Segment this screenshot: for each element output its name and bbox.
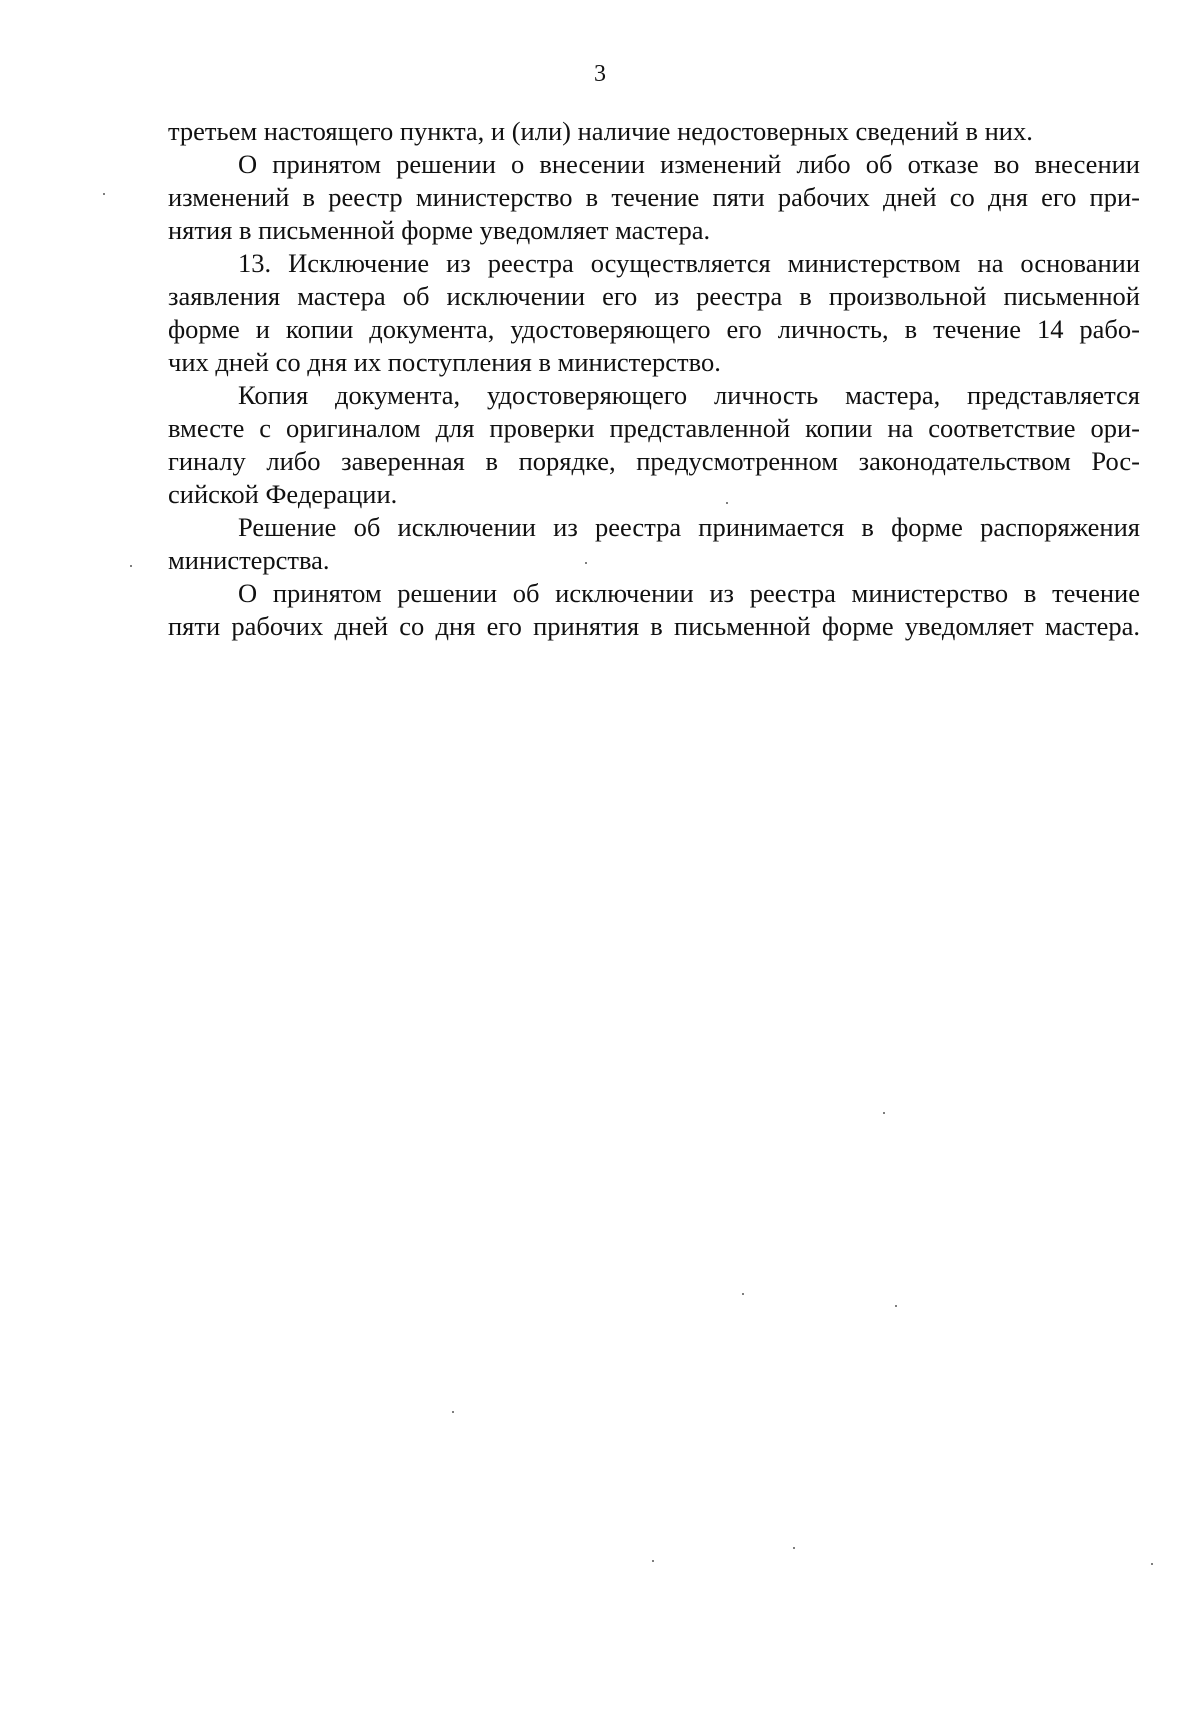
- scan-speck: [742, 1293, 744, 1295]
- paragraph: [168, 115, 1140, 148]
- page-number: 3: [594, 61, 606, 87]
- text-line: заявления мастера об исключении его из реестра в произвольной письменной: [168, 281, 1140, 311]
- scan-speck: [585, 562, 587, 564]
- text-line: министерства.: [168, 545, 330, 575]
- text-line: сийской Федерации.: [168, 479, 398, 509]
- paragraph: [168, 577, 1140, 643]
- text-line: Решение об исключении из реестра принимается в форме распоряжения: [238, 512, 1140, 542]
- paragraph: [168, 148, 1140, 247]
- text-line: Копия документа, удостоверяющего личность мастера, представляется: [238, 380, 1140, 410]
- text-line: гиналу либо заверенная в порядке, предусмотренном законодательством Рос-: [168, 446, 1140, 476]
- text-line: вместе с оригиналом для проверки представленной копии на соответствие ори-: [168, 413, 1140, 443]
- scan-speck: [130, 565, 132, 567]
- scan-speck: [103, 193, 105, 195]
- paragraph: [168, 379, 1140, 511]
- paragraph: [168, 511, 1140, 577]
- text-line: третьем настоящего пункта, и (или) наличие недостоверных сведений в них.: [168, 116, 1033, 146]
- text-line: чих дней со дня их поступления в министерство.: [168, 347, 721, 377]
- text-line: форме и копии документа, удостоверяющего его личность, в течение 14 рабо-: [168, 314, 1140, 344]
- scan-speck: [726, 502, 728, 504]
- text-line: О принятом решении о внесении изменений либо об отказе во внесении: [238, 149, 1140, 179]
- scan-speck: [793, 1547, 795, 1549]
- text-line: О принятом решении об исключении из реестра министерство в течение: [238, 578, 1140, 608]
- text-line: изменений в реестр министерство в течение пяти рабочих дней со дня его при-: [168, 182, 1140, 212]
- scan-speck: [895, 1305, 897, 1307]
- text-line: нятия в письменной форме уведомляет мастера.: [168, 215, 711, 245]
- scan-speck: [452, 1411, 454, 1413]
- scan-speck: [1151, 1563, 1153, 1565]
- text-line: 13. Исключение из реестра осуществляется министерством на основании: [238, 248, 1140, 278]
- text-line: пяти рабочих дней со дня его принятия в письменной форме уведомляет мастера.: [168, 611, 1140, 641]
- scan-speck: [652, 1560, 654, 1562]
- paragraph: [168, 247, 1140, 379]
- document-body: [168, 115, 1140, 643]
- scan-speck: [883, 1112, 885, 1114]
